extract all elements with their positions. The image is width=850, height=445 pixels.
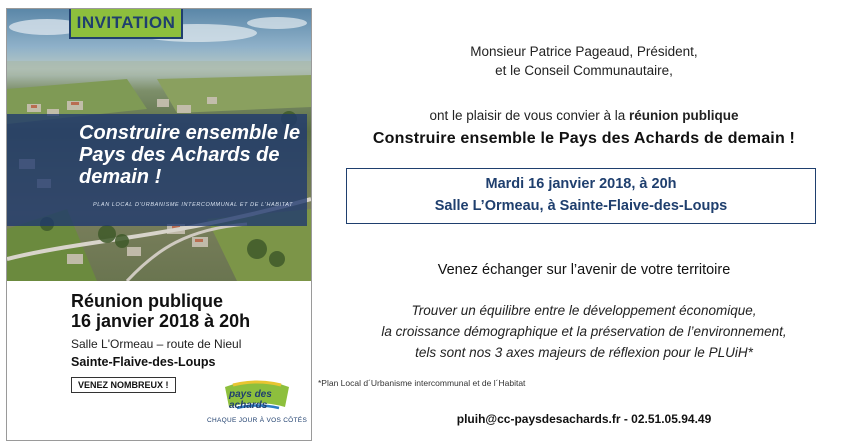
- invite-prefix: ont le plaisir de vous convier à la: [429, 108, 630, 123]
- body-line-1: Trouver un équilibre entre le développement économique,: [411, 303, 757, 318]
- project-title: Construire ensemble le Pays des Achards de demain !: [372, 130, 796, 147]
- flyer-cta-badge: VENEZ NOMBREUX !: [71, 377, 176, 393]
- flyer-headline: Construire ensemble le Pays des Achards de demain !: [79, 122, 301, 188]
- flyer-meeting-title: Réunion publique: [71, 291, 223, 311]
- event-venue: Salle L’Ormeau, à Sainte-Flaive-des-Loups: [434, 198, 728, 214]
- flyer-title-band: [7, 114, 307, 226]
- event-box: [346, 168, 816, 224]
- body-line-2: la croissance démographique et la préservation de l’environnement,: [381, 324, 787, 339]
- invite-line: [318, 108, 850, 123]
- flyer-meeting-town: Sainte-Flaive-des-Loups: [71, 355, 216, 369]
- body-line-3: tels sont nos 3 axes majeurs de réflexion pour le PLUiH*: [415, 345, 753, 360]
- invitation-text: [318, 0, 850, 445]
- flyer-meeting-place: Salle L'Ormeau – route de Nieul: [71, 337, 242, 351]
- invitation-badge: INVITATION: [69, 9, 183, 39]
- flyer-meeting-date: 16 janvier 2018 à 20h: [71, 311, 251, 331]
- hosts-line-2: et le Conseil Communautaire,: [495, 63, 673, 78]
- flyer-card: [6, 8, 312, 441]
- hosts-line-1: Monsieur Patrice Pageaud, Président,: [470, 44, 698, 59]
- logo-tagline: CHAQUE JOUR À VOS CÔTÉS: [207, 417, 308, 424]
- invite-strong: réunion publique: [629, 108, 739, 123]
- flyer-subtitle: PLAN LOCAL D'URBANISME INTERCOMMUNAL ET DE L'HABITAT: [93, 202, 294, 208]
- pays-des-achards-logo: [207, 377, 307, 429]
- logo-name: pays des achards: [229, 389, 272, 411]
- contact-line[interactable]: pluih@cc-paysdesachards.fr - 02.51.05.94.49: [456, 412, 712, 426]
- event-date: Mardi 16 janvier 2018, à 20h: [485, 176, 677, 192]
- footnote: *Plan Local d´Urbanisme intercommunal et de l´Habitat: [318, 378, 526, 388]
- exchange-headline: Venez échanger sur l’avenir de votre territoire: [437, 262, 731, 278]
